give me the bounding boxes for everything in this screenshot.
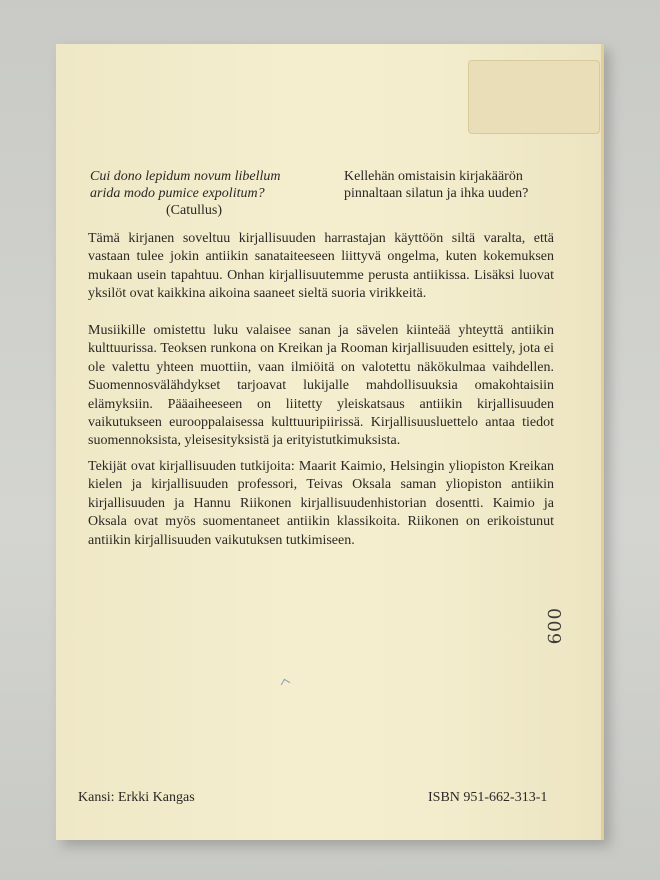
isbn: ISBN 951-662-313-1 [428,790,548,805]
book-back-cover [56,44,604,840]
pencil-mark [281,679,291,689]
paragraph-intro: Tämä kirjanen soveltuu kirjallisuuden harrastajan käyttöön siltä varalta, että vastaan tulee jokin antiikin sanataiteeseen liittyvä ongelma, kuten kokemuksen mukaan usein tapahtuu. Onhan kirjallisuutemme perusta antiikissa. Lisäksi luovat yksilöt ovat kaikkina aikoina saaneet sieltä suoria virikkeitä. [88,231,554,302]
handwritten-note: 009 [543,608,564,646]
finnish-quote-line-1: Kellehän omistaisin kirjakäärön [344,169,523,184]
finnish-quote [344,168,594,202]
latin-quote [90,168,310,219]
paragraph-contents: Musiikille omistettu luku valaisee sanan ja sävelen kiinteää yhteyttä antiikin kulttuurissa. Teoksen runkona on Kreikan ja Rooman kirjallisuuden esittely, jota ei ole valettu yhteen muottiin, vaan ilmiöitä on valotettu näkökulmaa vaihdellen. Suomennosvälähdykset tarjoavat lukijalle mahdollisuuksia omakohtaisiin elämyksiin. Pääaiheeseen on liitetty yleiskatsaus antiikin kirjallisuuden vaikutukseen eurooppalaisessa kulttuuripiirissä. Kirjallisuusluettelo antaa tiedot suomennoksista, yleisesityksistä ja erityistutkimuksista. [88,323,554,449]
paragraph-authors: Tekijät ovat kirjallisuuden tutkijoita: Maarit Kaimio, Helsingin yliopiston Kreikan kielen ja kirjallisuuden professori, Teivas Oksala saman yliopiston antiikin kirjallisuuden ja Hannu Riikonen kirjallisuudenhistorian dosentti. Kaimio ja Oksala ovat myös suomentaneet antiikin klassikoita. Riikonen on erikoistunut antiikin kirjallisuuden vaikutuksen tutkimiseen. [88,459,554,548]
finnish-quote-line-2: pinnaltaan silatun ja ihka uuden? [344,186,529,201]
cover-credit: Kansi: Erkki Kangas [78,790,195,805]
latin-quote-attribution: (Catullus) [166,203,222,218]
latin-quote-line-2: arida modo pumice expolitum? [90,186,265,201]
price-sticker [468,60,600,134]
latin-quote-line-1: Cui dono lepidum novum libellum [90,169,281,184]
